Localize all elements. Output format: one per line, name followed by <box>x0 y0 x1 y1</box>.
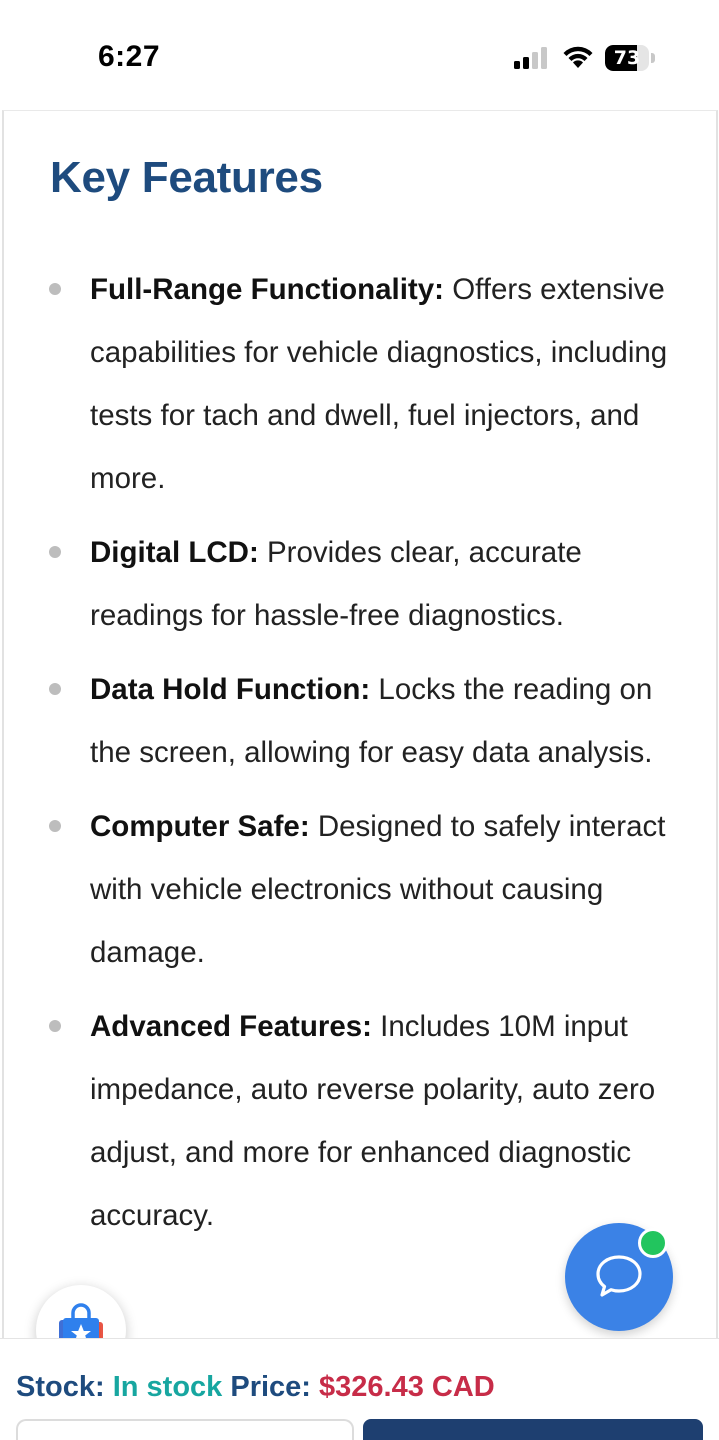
feature-text: Locks the reading on the screen, allowing for easy data analysis. <box>90 673 653 769</box>
price-value: $326.43 CAD <box>319 1371 495 1403</box>
bullet-icon <box>49 820 61 832</box>
feature-item <box>4 795 716 984</box>
quantity-field[interactable] <box>16 1419 354 1440</box>
stock-label: Stock: <box>16 1371 105 1403</box>
stock-value: In stock <box>112 1371 223 1403</box>
feature-term: Advanced Features: <box>90 1010 372 1043</box>
feature-term: Digital LCD: <box>90 536 259 569</box>
section-title: Key Features <box>50 153 323 202</box>
feature-item <box>4 521 716 647</box>
feature-term: Data Hold Function: <box>90 673 371 706</box>
feature-term: Computer Safe: <box>90 810 310 843</box>
bullet-icon <box>49 1020 61 1032</box>
product-description <box>2 110 718 1340</box>
feature-item <box>4 258 716 510</box>
battery-level: 73 <box>613 47 641 69</box>
feature-item <box>4 995 716 1247</box>
wifi-icon <box>562 44 594 70</box>
feature-text: Includes 10M input impedance, auto reverse polarity, auto zero adjust, and more for enhanced diagnostic accuracy. <box>90 1010 656 1232</box>
price-label: Price: <box>230 1371 311 1403</box>
bottom-purchase-bar <box>0 1338 719 1440</box>
bullet-icon <box>49 546 61 558</box>
chat-icon <box>594 1253 644 1301</box>
status-bar <box>0 0 719 110</box>
feature-text: Offers extensive capabilities for vehicle diagnostics, including tests for tach and dwell, fuel injectors, and more. <box>90 273 668 495</box>
online-status-dot <box>638 1228 668 1258</box>
feature-item <box>4 658 716 784</box>
bullet-icon <box>49 283 61 295</box>
status-time: 6:27 <box>98 40 161 73</box>
stock-price-line <box>16 1371 495 1404</box>
bullet-icon <box>49 683 61 695</box>
feature-text: Provides clear, accurate readings for hassle-free diagnostics. <box>90 536 582 632</box>
battery-icon <box>605 45 655 71</box>
add-to-cart-button[interactable] <box>363 1419 703 1440</box>
feature-list <box>4 258 716 1258</box>
feature-term: Full-Range Functionality: <box>90 273 444 306</box>
signal-icon <box>514 47 550 69</box>
feature-text: Designed to safely interact with vehicle electronics without causing damage. <box>90 810 666 969</box>
